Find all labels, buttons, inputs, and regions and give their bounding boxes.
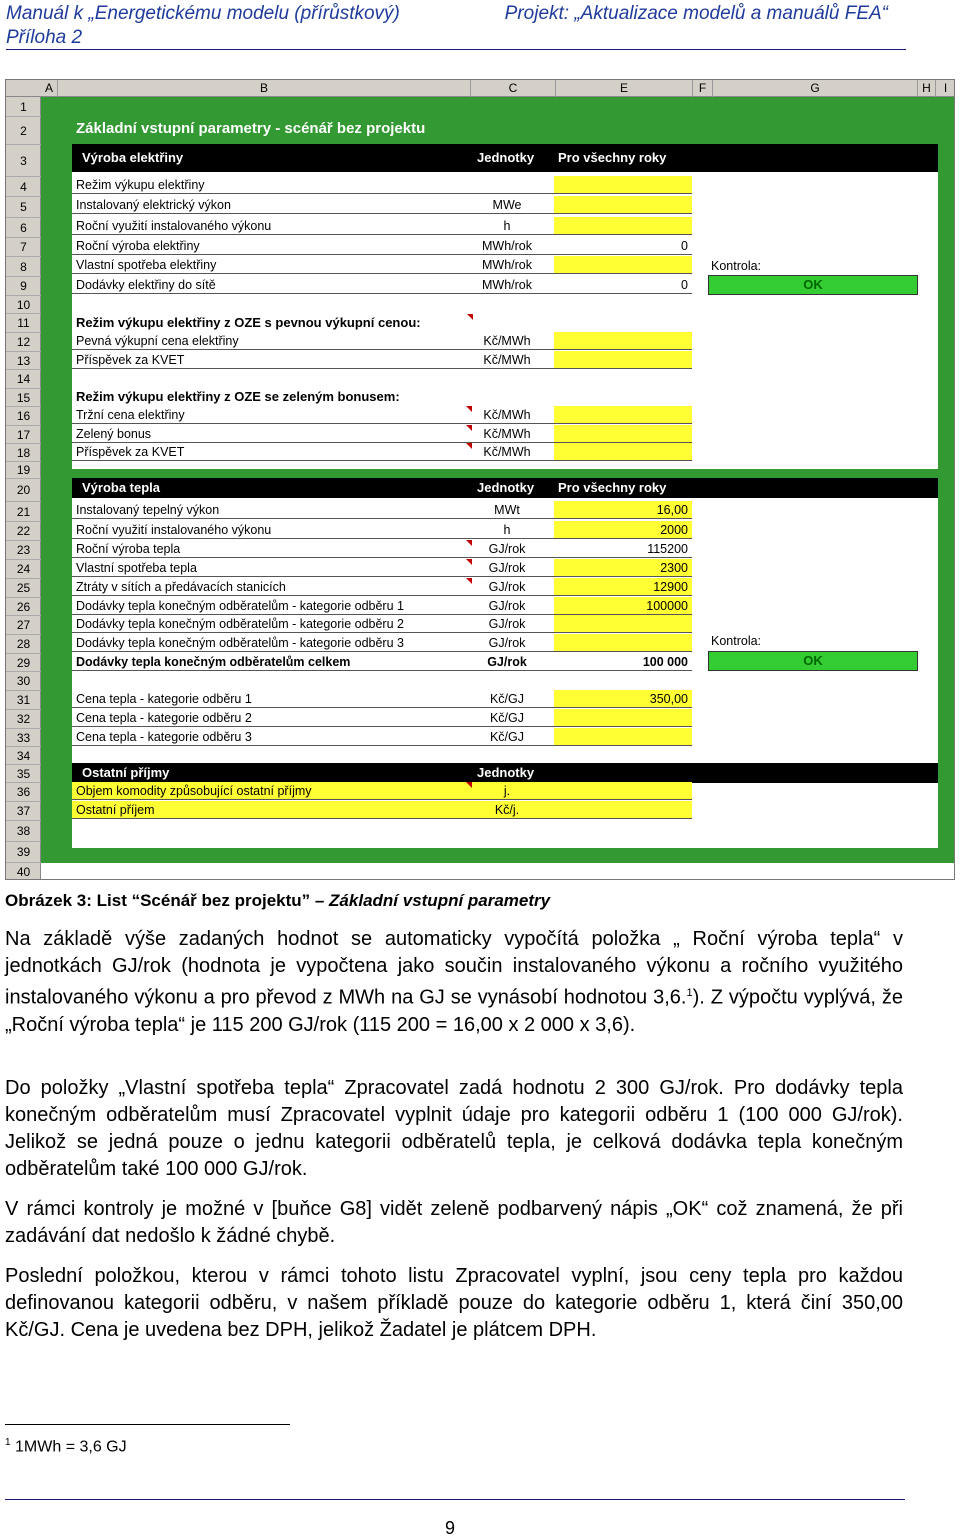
ok-status-box: OK bbox=[708, 275, 918, 295]
header-appendix: Příloha 2 bbox=[6, 27, 83, 48]
row-divider bbox=[72, 595, 692, 596]
row-unit: GJ/rok bbox=[488, 636, 526, 650]
units-header: Jednotky bbox=[477, 150, 535, 165]
row-value-cell[interactable]: 115200 bbox=[647, 542, 688, 556]
comment-marker-icon bbox=[466, 782, 472, 788]
row-unit: Kč/MWh bbox=[483, 408, 531, 422]
row-unit: Kč/MWh bbox=[483, 445, 531, 459]
row-value-cell[interactable] bbox=[554, 615, 692, 633]
row-label: Cena tepla - kategorie odběru 3 bbox=[76, 730, 252, 744]
oze-pevna-title: Režim výkupu elektřiny z OZE s pevnou výkupní cenou: bbox=[72, 314, 938, 332]
row-label: Dodávky tepla konečným odběratelům - kategorie odběru 1 bbox=[76, 599, 404, 613]
row-value-cell[interactable]: 100 000 bbox=[642, 655, 688, 669]
row-header: 9 bbox=[6, 277, 41, 296]
section-header-ostatni bbox=[72, 763, 938, 783]
row-value-cell[interactable] bbox=[554, 256, 692, 274]
sheet-row bbox=[72, 634, 938, 652]
row-header: 2 bbox=[6, 117, 41, 145]
paragraph-3: V rámci kontroly je možné v [buňce G8] vidět zeleně podbarvený nápis „OK“ což znamená, že při zadávání dat nedošlo k žádné chybě. bbox=[5, 1198, 903, 1247]
sheet-row bbox=[72, 406, 938, 424]
row-label: Příspěvek za KVET bbox=[76, 353, 185, 367]
section-title: Výroba tepla bbox=[82, 480, 161, 495]
row-unit: MWe bbox=[492, 198, 522, 212]
row-divider bbox=[72, 726, 692, 727]
sheet-row bbox=[72, 578, 938, 596]
page-number: 9 bbox=[444, 1518, 455, 1538]
row-label: Dodávky tepla konečným odběratelům - kategorie odběru 2 bbox=[76, 617, 404, 631]
row-header: 4 bbox=[6, 177, 41, 197]
row-value-cell[interactable]: 2300 bbox=[554, 559, 692, 577]
row-value-cell[interactable] bbox=[554, 728, 692, 746]
row-header: 12 bbox=[6, 333, 41, 352]
figure-caption: Obrázek 3: List “Scénář bez projektu” – Základní vstupní parametry bbox=[5, 891, 551, 910]
sheet-row bbox=[72, 521, 938, 539]
sheet-row bbox=[72, 256, 938, 274]
comment-marker-icon bbox=[466, 406, 472, 412]
row-unit: GJ/rok bbox=[487, 655, 527, 669]
row-label: Cena tepla - kategorie odběru 2 bbox=[76, 711, 252, 725]
row-header: 6 bbox=[6, 218, 41, 238]
row-value-cell[interactable]: 350,00 bbox=[554, 690, 692, 708]
row-unit: GJ/rok bbox=[488, 561, 526, 575]
row-divider bbox=[72, 557, 692, 558]
section-header-teplo bbox=[72, 478, 938, 498]
row-label: Roční výroba tepla bbox=[76, 542, 181, 556]
row-header: 23 bbox=[6, 541, 41, 560]
row-divider bbox=[72, 213, 692, 214]
row-header: 24 bbox=[6, 560, 41, 579]
row-divider bbox=[72, 818, 692, 819]
footer-rule bbox=[5, 1499, 905, 1500]
sheet-row bbox=[72, 237, 938, 255]
row-value-cell[interactable]: 16,00 bbox=[554, 501, 692, 519]
row-value-cell[interactable] bbox=[554, 217, 692, 235]
row-header: 26 bbox=[6, 598, 41, 616]
row-divider bbox=[72, 460, 692, 461]
row-header: 31 bbox=[6, 691, 41, 710]
row-header: 21 bbox=[6, 502, 41, 522]
row-header: 20 bbox=[6, 479, 41, 502]
row-divider bbox=[72, 670, 692, 671]
row-label: Roční využití instalovaného výkonu bbox=[76, 523, 272, 537]
row-header: 38 bbox=[6, 821, 41, 842]
row-label: Ztráty v sítích a předávacích stanicích bbox=[76, 580, 286, 594]
row-header: 32 bbox=[6, 710, 41, 729]
row-header: 35 bbox=[6, 765, 41, 783]
sheet-row bbox=[72, 709, 938, 727]
row-label: Pevná výkupní cena elektřiny bbox=[76, 334, 239, 348]
row-unit: Kč/MWh bbox=[483, 334, 531, 348]
units-header: Jednotky bbox=[477, 765, 535, 780]
row-value-cell[interactable] bbox=[554, 425, 692, 443]
row-value-cell[interactable] bbox=[554, 351, 692, 369]
values-header: Pro všechny roky bbox=[558, 480, 667, 495]
row-label: Dodávky tepla konečným odběratelům - kategorie odběru 3 bbox=[76, 636, 404, 650]
section-header-elektrina bbox=[72, 144, 938, 172]
row-header: 34 bbox=[6, 747, 41, 765]
row-label: Instalovaný elektrický výkon bbox=[76, 198, 231, 212]
row-label: Ostatní příjem bbox=[76, 803, 155, 817]
spreadsheet-screenshot bbox=[5, 79, 955, 880]
row-unit: MWh/rok bbox=[482, 258, 532, 272]
comment-marker-icon bbox=[467, 314, 473, 320]
yellow-fill[interactable] bbox=[72, 801, 692, 819]
row-unit: GJ/rok bbox=[488, 617, 526, 631]
section-title: Výroba elektřiny bbox=[82, 150, 184, 165]
row-header: 36 bbox=[6, 783, 41, 802]
ok-status-box-2: OK bbox=[708, 651, 918, 671]
sheet-row bbox=[72, 559, 938, 577]
row-divider bbox=[72, 707, 692, 708]
row-header: 39 bbox=[6, 842, 41, 863]
row-unit: Kč/j. bbox=[494, 803, 520, 817]
row-unit: MWt bbox=[494, 503, 520, 517]
sheet-row bbox=[72, 276, 938, 294]
sheet-row bbox=[72, 501, 938, 519]
paragraph-2: Do položky „Vlastní spotřeba tepla“ Zpracovatel zadá hodnotu 2 300 GJ/rok. Pro dodávky tepla konečným odběratelům musí Zpracovatel vyplnit údaje pro kategorii odběru 1 (100 000 GJ/rok). Jelikož se jedná pouze o jednu kategorii odběratelů tepla, je celková dodávka tepla konečným odběratelům také 100 000 GJ/rok. bbox=[5, 1077, 903, 1180]
row-label: Tržní cena elektřiny bbox=[76, 408, 185, 422]
row-header: 17 bbox=[6, 426, 41, 444]
col-header: G bbox=[713, 80, 918, 97]
sheet-content bbox=[6, 80, 955, 880]
sheet-row bbox=[72, 728, 938, 746]
row-value-cell[interactable] bbox=[554, 196, 692, 214]
row-value-cell[interactable]: 2000 bbox=[554, 521, 692, 539]
row-header: 40 bbox=[6, 863, 41, 880]
row-value-cell[interactable] bbox=[554, 634, 692, 652]
row-unit: GJ/rok bbox=[488, 542, 526, 556]
row-value-cell[interactable] bbox=[554, 709, 692, 727]
row-unit: MWh/rok bbox=[482, 278, 532, 292]
row-value-cell[interactable]: 0 bbox=[681, 239, 688, 253]
row-unit: h bbox=[503, 219, 511, 233]
row-divider bbox=[72, 576, 692, 577]
section-title: Ostatní příjmy bbox=[82, 765, 170, 780]
row-value-cell[interactable] bbox=[554, 176, 692, 194]
oze-bonus-title: Režim výkupu elektřiny z OZE se zeleným bonusem: bbox=[76, 389, 400, 404]
row-header: 13 bbox=[6, 352, 41, 370]
sheet-row bbox=[72, 351, 938, 369]
row-unit: j. bbox=[503, 784, 511, 798]
sheet-row bbox=[72, 801, 938, 819]
row-divider bbox=[72, 799, 692, 800]
kontrola-label-2: Kontrola: bbox=[711, 634, 762, 648]
kontrola-label: Kontrola: bbox=[711, 259, 762, 273]
row-header: 29 bbox=[6, 654, 41, 672]
row-header: 22 bbox=[6, 522, 41, 541]
row-divider bbox=[72, 273, 692, 274]
footnote-separator bbox=[5, 1424, 290, 1425]
row-header: 3 bbox=[6, 145, 41, 177]
col-header: B bbox=[58, 80, 471, 97]
row-divider bbox=[72, 254, 692, 255]
comment-marker-icon bbox=[466, 578, 472, 584]
footnote-ref: 1 bbox=[686, 987, 693, 999]
paragraph-4: Poslední položkou, kterou v rámci tohoto listu Zpracovatel vyplní, jsou ceny tepla pro každou definovanou kategorii odběru, v našem příkladě pouze do kategorie odběru 1, která činí 350,00 Kč/GJ. Cena je uvedena bez DPH, jelikož Žadatel je plátcem DPH. bbox=[5, 1265, 903, 1341]
row-label: Roční výroba elektřiny bbox=[76, 239, 200, 253]
row-header: 1 bbox=[6, 97, 41, 117]
row-header: 8 bbox=[6, 257, 41, 277]
values-header: Pro všechny roky bbox=[558, 150, 667, 165]
sheet-row bbox=[72, 653, 938, 671]
sheet-row bbox=[72, 782, 938, 800]
sheet-row bbox=[72, 217, 938, 235]
row-label: Zelený bonus bbox=[76, 427, 152, 441]
sheet-title: Základní vstupní parametry - scénář bez projektu bbox=[76, 120, 426, 137]
row-header: 18 bbox=[6, 444, 41, 462]
row-divider bbox=[72, 538, 692, 539]
footnote: $^1$ 1MWh = 3,6 GJ bbox=[5, 1437, 127, 1456]
comment-marker-icon bbox=[466, 425, 472, 431]
sheet-row bbox=[72, 597, 938, 615]
row-label: Roční využití instalovaného výkonu bbox=[76, 219, 272, 233]
row-unit: MWh/rok bbox=[482, 239, 532, 253]
row-label: Dodávky elektřiny do sítě bbox=[76, 278, 216, 292]
row-value-cell[interactable] bbox=[554, 443, 692, 461]
header-title: Manuál k „Energetickému modelu (přírůstkový) bbox=[6, 3, 400, 24]
row-unit: Kč/MWh bbox=[483, 427, 531, 441]
col-header: F bbox=[693, 80, 713, 97]
row-label: Dodávky tepla konečným odběratelům celkem bbox=[76, 655, 351, 669]
row-header: 7 bbox=[6, 238, 41, 257]
sheet-row bbox=[72, 425, 938, 443]
header-project: Projekt: „Aktualizace modelů a manuálů FEA“ bbox=[504, 3, 888, 24]
sheet-row bbox=[72, 443, 938, 461]
sheet-row bbox=[72, 690, 938, 708]
row-unit: Kč/GJ bbox=[489, 730, 525, 744]
comment-marker-icon bbox=[466, 540, 472, 546]
sheet-row bbox=[72, 615, 938, 633]
col-header: I bbox=[936, 80, 955, 97]
row-header: 33 bbox=[6, 729, 41, 747]
row-header: 30 bbox=[6, 672, 41, 691]
row-divider bbox=[72, 193, 692, 194]
row-label: Cena tepla - kategorie odběru 1 bbox=[76, 692, 252, 706]
row-value-cell[interactable] bbox=[554, 406, 692, 424]
row-header: 14 bbox=[6, 370, 41, 389]
row-divider bbox=[72, 651, 692, 652]
row-divider bbox=[72, 745, 692, 746]
row-divider bbox=[72, 234, 692, 235]
row-label: Vlastní spotřeba tepla bbox=[76, 561, 197, 575]
row-header: 27 bbox=[6, 616, 41, 635]
row-divider bbox=[72, 349, 692, 350]
row-divider bbox=[72, 423, 692, 424]
row-header: 15 bbox=[6, 389, 41, 407]
paragraph-1: Na základě výše zadaných hodnot se automaticky vypočítá položka „ Roční výroba tepla“ v jednotkách GJ/rok (hodnota je vypočtena jako součin instalovaného výkonu a ročního využitého instalovaného výkonu a pro převod z MWh na GJ se vynásobí hodnotou 3,6.$^1$). Z výpočtu vyplývá, že „Roční výroba tepla“ je 115 200 GJ/rok (115 200 = 16,00 x 2 000 x 3,6). bbox=[5, 928, 903, 1036]
row-header: 28 bbox=[6, 635, 41, 654]
row-label: Vlastní spotřeba elektřiny bbox=[76, 258, 217, 272]
row-unit: Kč/GJ bbox=[489, 692, 525, 706]
row-divider bbox=[72, 632, 692, 633]
row-label: Objem komodity způsobující ostatní příjmy bbox=[76, 784, 312, 798]
col-header: H bbox=[918, 80, 936, 97]
row-divider bbox=[72, 518, 692, 519]
row-value-cell[interactable]: 0 bbox=[681, 278, 688, 292]
row-header: 11 bbox=[6, 314, 41, 333]
sheet-row bbox=[72, 176, 938, 194]
row-divider bbox=[72, 293, 692, 294]
row-header: 5 bbox=[6, 197, 41, 218]
row-label: Příspěvek za KVET bbox=[76, 445, 185, 459]
row-unit: GJ/rok bbox=[488, 580, 526, 594]
row-divider bbox=[72, 368, 692, 369]
comment-marker-icon bbox=[466, 443, 472, 449]
row-header: 19 bbox=[6, 462, 41, 479]
row-unit: Kč/GJ bbox=[489, 711, 525, 725]
row-header: 16 bbox=[6, 407, 41, 426]
row-header: 10 bbox=[6, 296, 41, 314]
col-header: C bbox=[471, 80, 556, 97]
comment-marker-icon bbox=[466, 559, 472, 565]
row-unit: GJ/rok bbox=[488, 599, 526, 613]
row-value-cell[interactable]: 100000 bbox=[554, 597, 692, 615]
sheet-row bbox=[72, 196, 938, 214]
row-header: 37 bbox=[6, 802, 41, 821]
col-header: E bbox=[556, 80, 693, 97]
row-label: Režim výkupu elektřiny bbox=[76, 178, 205, 192]
sheet-row bbox=[72, 540, 938, 558]
row-value-cell[interactable]: 12900 bbox=[554, 578, 692, 596]
col-header: A bbox=[41, 80, 58, 97]
row-label: Instalovaný tepelný výkon bbox=[76, 503, 220, 517]
page-header bbox=[6, 2, 906, 50]
header-left bbox=[6, 2, 400, 50]
row-unit: h bbox=[503, 523, 511, 537]
sheet-row bbox=[72, 332, 938, 350]
row-value-cell[interactable] bbox=[554, 332, 692, 350]
row-unit: Kč/MWh bbox=[483, 353, 531, 367]
row-header: 25 bbox=[6, 579, 41, 598]
units-header: Jednotky bbox=[477, 480, 535, 495]
